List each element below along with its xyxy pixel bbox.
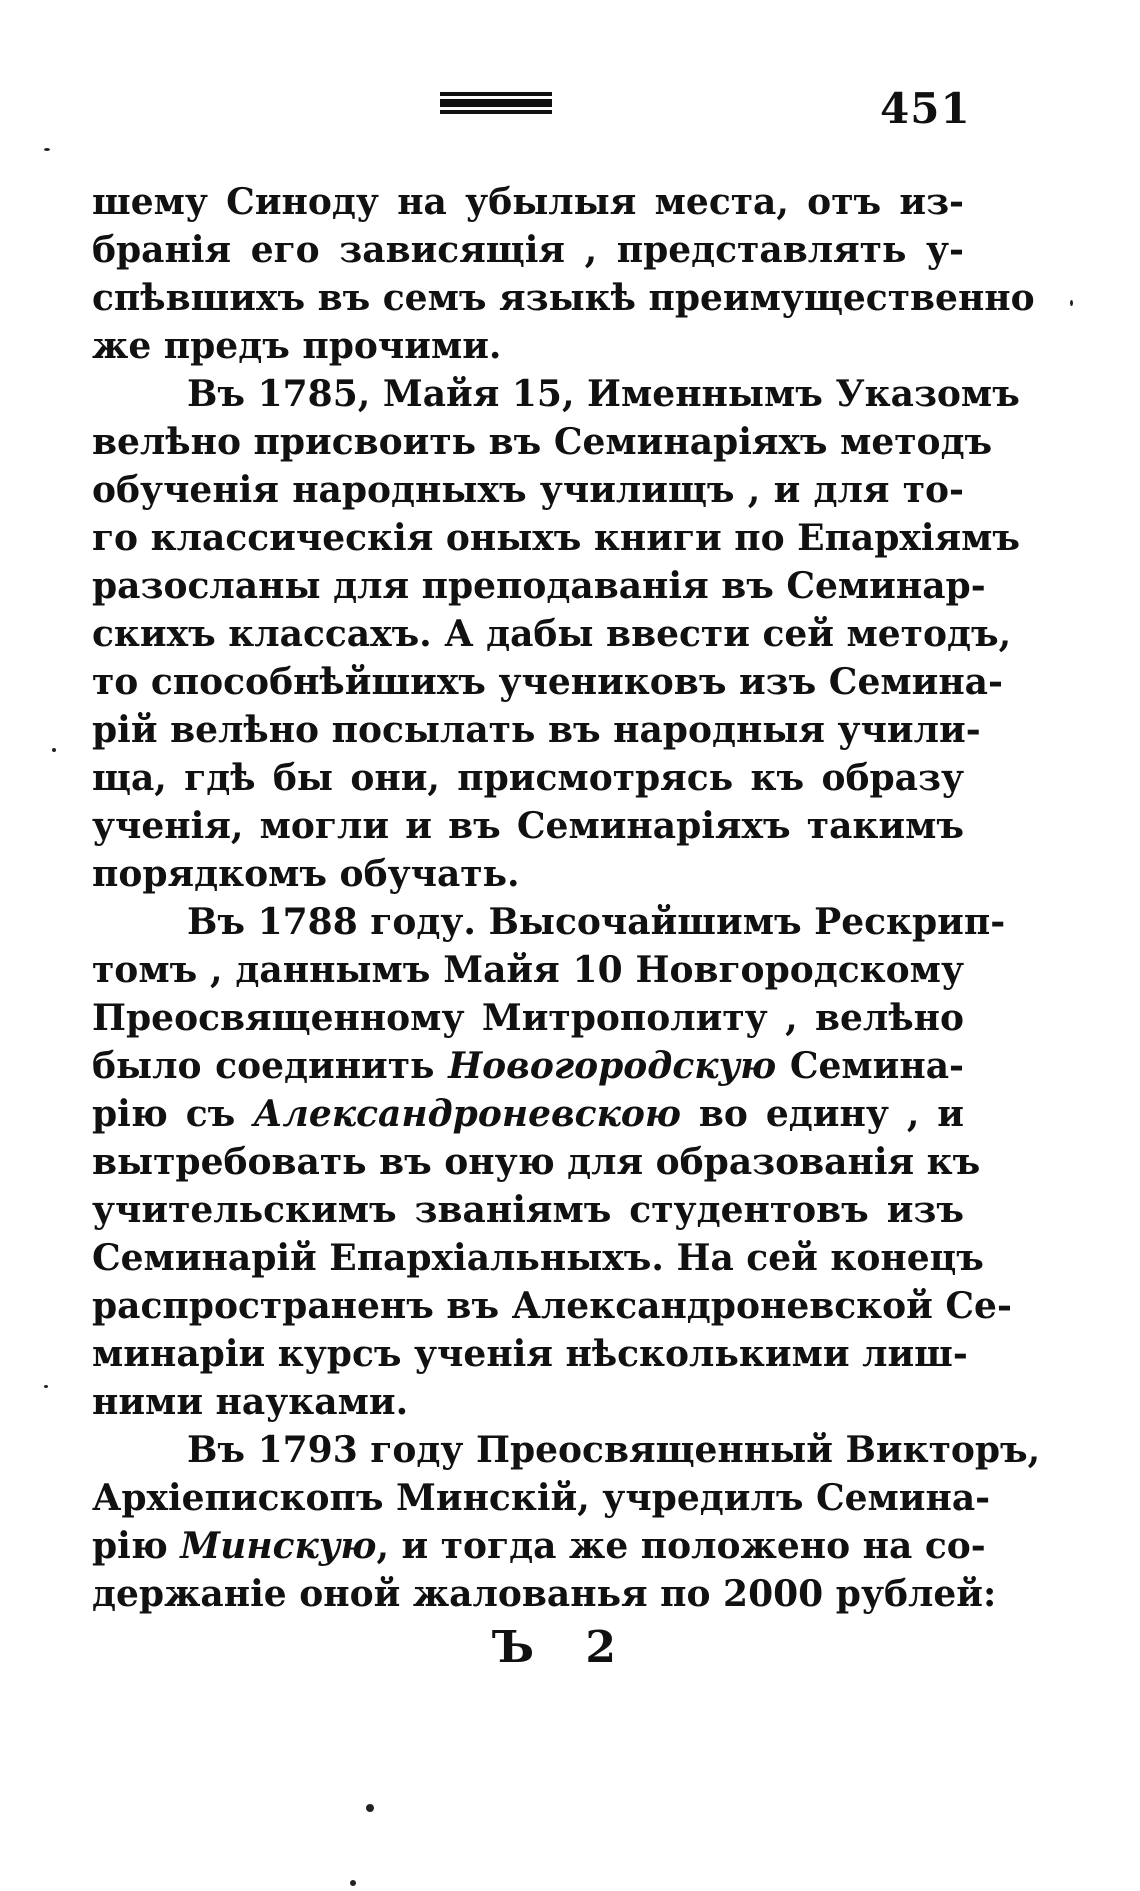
print-speck — [1070, 300, 1073, 306]
print-speck — [366, 1804, 374, 1812]
text-line: шему Синоду на убылыя места, отъ из- — [92, 181, 964, 223]
line-segment: Семина- — [776, 1045, 964, 1087]
text-line: Архіепископъ Минскій, учредилъ Семина- — [92, 1477, 991, 1519]
text-line: разосланы для преподаванія въ Семинар- — [92, 565, 986, 607]
text-line: Въ 1788 году. Высочайшимъ Рескрип- — [187, 901, 1006, 943]
text-line: учительскимъ званіямъ студентовъ изъ — [92, 1189, 964, 1231]
line-segment: во едину , и — [680, 1093, 964, 1135]
text-line: Семинарій Епархіальныхъ. На сей конецъ — [92, 1237, 984, 1279]
text-line: обученія народныхъ училищъ , и для то- — [92, 469, 964, 511]
body-text — [92, 178, 1041, 1618]
text-line: распространенъ въ Александроневской Се- — [92, 1285, 1012, 1327]
header-ornament-rule — [440, 92, 552, 114]
text-line: спѣвшихъ въ семъ языкѣ преимущественно — [92, 277, 1035, 319]
line-segment: рію — [92, 1525, 181, 1567]
text-line: Въ 1785, Майя 15, Именнымъ Указомъ — [187, 373, 1020, 415]
text-line: бранія его зависящія , представлять у- — [92, 229, 964, 271]
text-line: то способнѣйшихъ учениковъ изъ Семина- — [92, 661, 1003, 703]
text-line: держаніе оной жалованья по 2000 рублей: — [92, 1573, 997, 1615]
print-speck — [44, 148, 50, 151]
italic-name: Минскую — [180, 1525, 377, 1567]
rule-line — [440, 92, 552, 96]
text-line: ученія, могли и въ Семинаріяхъ такимъ — [92, 805, 964, 847]
print-speck — [44, 1385, 48, 1388]
italic-name: Новогородскую — [448, 1045, 777, 1087]
text-line — [92, 1522, 986, 1570]
italic-name: Александроневскою — [253, 1093, 681, 1135]
text-line: скихъ классахъ. А дабы ввести сей методъ, — [92, 613, 1012, 655]
text-line: рій велѣно посылать въ народныя учили- — [92, 709, 981, 751]
text-line — [92, 1042, 964, 1090]
print-speck — [52, 748, 56, 752]
text-line: велѣно присвоить въ Семинаріяхъ методъ — [92, 421, 993, 463]
line-segment: было соединить — [92, 1045, 449, 1087]
text-line: ща, гдѣ бы они, присмотрясь къ образу — [92, 757, 964, 799]
rule-line — [440, 110, 552, 114]
page-number: 451 — [880, 84, 971, 133]
rule-line — [440, 99, 552, 107]
text-line: Въ 1793 году Преосвященный Викторъ, — [187, 1429, 1041, 1471]
text-line: вытребовать въ оную для образованія къ — [92, 1141, 981, 1183]
print-speck — [350, 1880, 356, 1886]
text-line — [92, 1090, 964, 1138]
line-segment: , и тогда же положено на со- — [376, 1525, 986, 1567]
text-line: минаріи курсъ ученія нѣсколькими лиш- — [92, 1333, 968, 1375]
text-line: ними науками. — [92, 1381, 409, 1423]
text-line: же предъ прочими. — [92, 325, 502, 367]
text-line: порядкомъ обучать. — [92, 853, 520, 895]
text-line: го классическія оныхъ книги по Епархіямъ — [92, 517, 1021, 559]
printer-signature-mark: Ъ 2 — [492, 1622, 635, 1673]
text-line: Преосвященному Митрополиту , велѣно — [92, 997, 964, 1039]
line-segment: рію съ — [92, 1093, 254, 1135]
text-line: томъ , даннымъ Майя 10 Новгородскому — [92, 949, 964, 991]
